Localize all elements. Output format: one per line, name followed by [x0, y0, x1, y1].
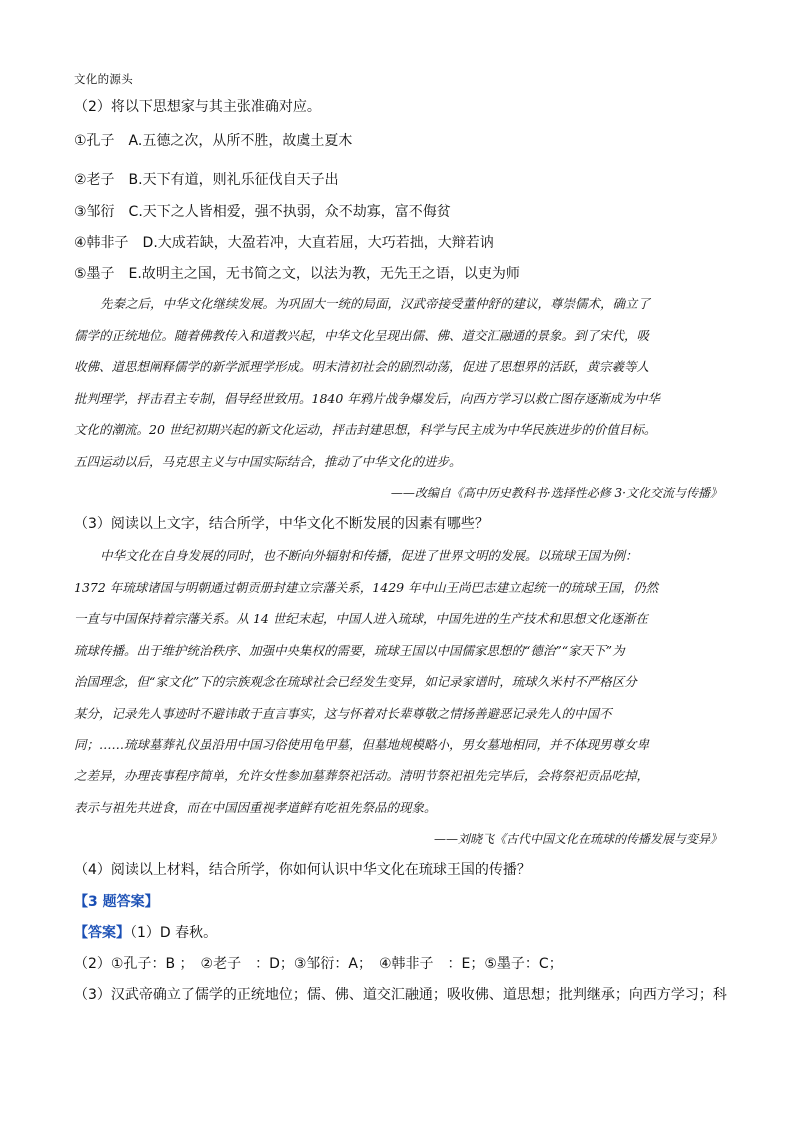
- answer-label: 【答案】: [74, 925, 130, 941]
- passage-1-line: 文化的潮流。20 世纪初期兴起的新文化运动，抨击封建思想，科学与民主成为中华民族进步的价值目标。: [74, 422, 657, 437]
- question-3-prompt: （3）阅读以上文字，结合所学，中华文化不断发展的因素有哪些？: [74, 516, 489, 532]
- passage-2-line: 某分，记录先人事迹时不避讳敢于直言事实，这与怀着对长辈尊敬之情扬善避恶记录先人的中国不: [74, 706, 612, 721]
- question-2-option-3: ③邹衍 C.天下之人皆相爱，强不执弱，众不劫寡，富不侮贫: [74, 204, 451, 220]
- question-2-option-1: ①孔子 A.五德之次，从所不胜，故虞土夏木: [74, 133, 353, 149]
- answer-section-header: 【3 题答案】: [74, 894, 159, 910]
- top-fragment-text: 文化的源头: [74, 72, 133, 86]
- passage-1-line: 五四运动以后，马克思主义与中国实际结合，推动了中华文化的进步。: [74, 454, 462, 469]
- question-2-option-5: ⑤墨子 E.故明主之国，无书简之文，以法为教，无先王之语，以吏为师: [74, 266, 520, 282]
- passage-1-line: 先秦之后，中华文化继续发展。为巩固大一统的局面，汉武帝接受董仲舒的建议，尊崇儒术，确立了: [100, 296, 651, 311]
- passage-1-line: 收佛、道思想阐释儒学的新学派理学形成。明末清初社会的剧烈动荡，促进了思想界的活跃，黄宗羲等人: [74, 359, 650, 374]
- passage-2-source: ——刘晓飞《古代中国文化在琉球的传播发展与变异》: [433, 832, 722, 846]
- passage-2-line: 琉球传播。出于维护统治秩序、加强中央集权的需要，琉球王国以中国儒家思想的“德治”“家天下”为: [74, 643, 625, 658]
- passage-2-line: 治国理念，但“家文化”下的宗族观念在琉球社会已经发生变异，如记录家谱时，琉球久米村不严格区分: [74, 674, 637, 689]
- answer-1-text: （1）D 春秋。: [130, 925, 218, 941]
- question-2-option-4: ④韩非子 D.大成若缺，大盈若冲，大直若屈，大巧若拙，大辩若讷: [74, 235, 494, 251]
- question-2-prompt: （2）将以下思想家与其主张准确对应。: [74, 99, 321, 115]
- answer-line-1: [74, 926, 217, 940]
- passage-2-line: 之差异，办理丧事程序简单，允许女性参加墓葬祭祀活动。清明节祭祀祖先完毕后，会将祭祀贡品吃掉，: [74, 768, 650, 783]
- passage-2-line: 中华文化在自身发展的同时，也不断向外辐射和传播，促进了世界文明的发展。以琉球王国为例：: [100, 548, 638, 563]
- passage-1-line: 批判理学，抨击君主专制，倡导经世致用。1840 年鸦片战争爆发后，向西方学习以救亡图存逐渐成为中华: [74, 391, 660, 406]
- passage-1-line: 儒学的正统地位。随着佛教传入和道教兴起，中华文化呈现出儒、佛、道交汇融通的景象。到了宋代，吸: [74, 328, 650, 343]
- passage-2-line: 1372 年琉球诸国与明朝通过朝贡册封建立宗藩关系，1429 年中山王尚巴志建立起统一的琉球王国，仍然: [74, 580, 659, 595]
- question-2-option-2: ②老子 B.天下有道，则礼乐征伐自天子出: [74, 172, 339, 188]
- passage-2-line: 同；……琉球墓葬礼仪虽沿用中国习俗使用龟甲墓，但墓地规模略小，男女墓地相同，并不体现男尊女卑: [74, 737, 650, 752]
- answer-2-text: （2）①孔子：B ； ②老子 ：D；③邹衍：A； ④韩非子 ：E；⑤墨子：C；: [74, 956, 563, 972]
- passage-2-line: 一直与中国保持着宗藩关系。从 14 世纪末起，中国人进入琉球，中国先进的生产技术和思想文化逐渐在: [74, 611, 648, 626]
- question-4-prompt: （4）阅读以上材料，结合所学，你如何认识中华文化在琉球王国的传播？: [74, 862, 531, 878]
- answer-3-text: （3）汉武帝确立了儒学的正统地位；儒、佛、道交汇融通；吸收佛、道思想；批判继承；向西方学习；科: [74, 987, 727, 1003]
- passage-2-line: 表示与祖先共进食，而在中国因重视孝道鲜有吃祖先祭品的现象。: [74, 800, 437, 815]
- passage-1-source: ——改编自《高中历史教科书·选择性必修 3·文化交流与传播》: [390, 486, 722, 500]
